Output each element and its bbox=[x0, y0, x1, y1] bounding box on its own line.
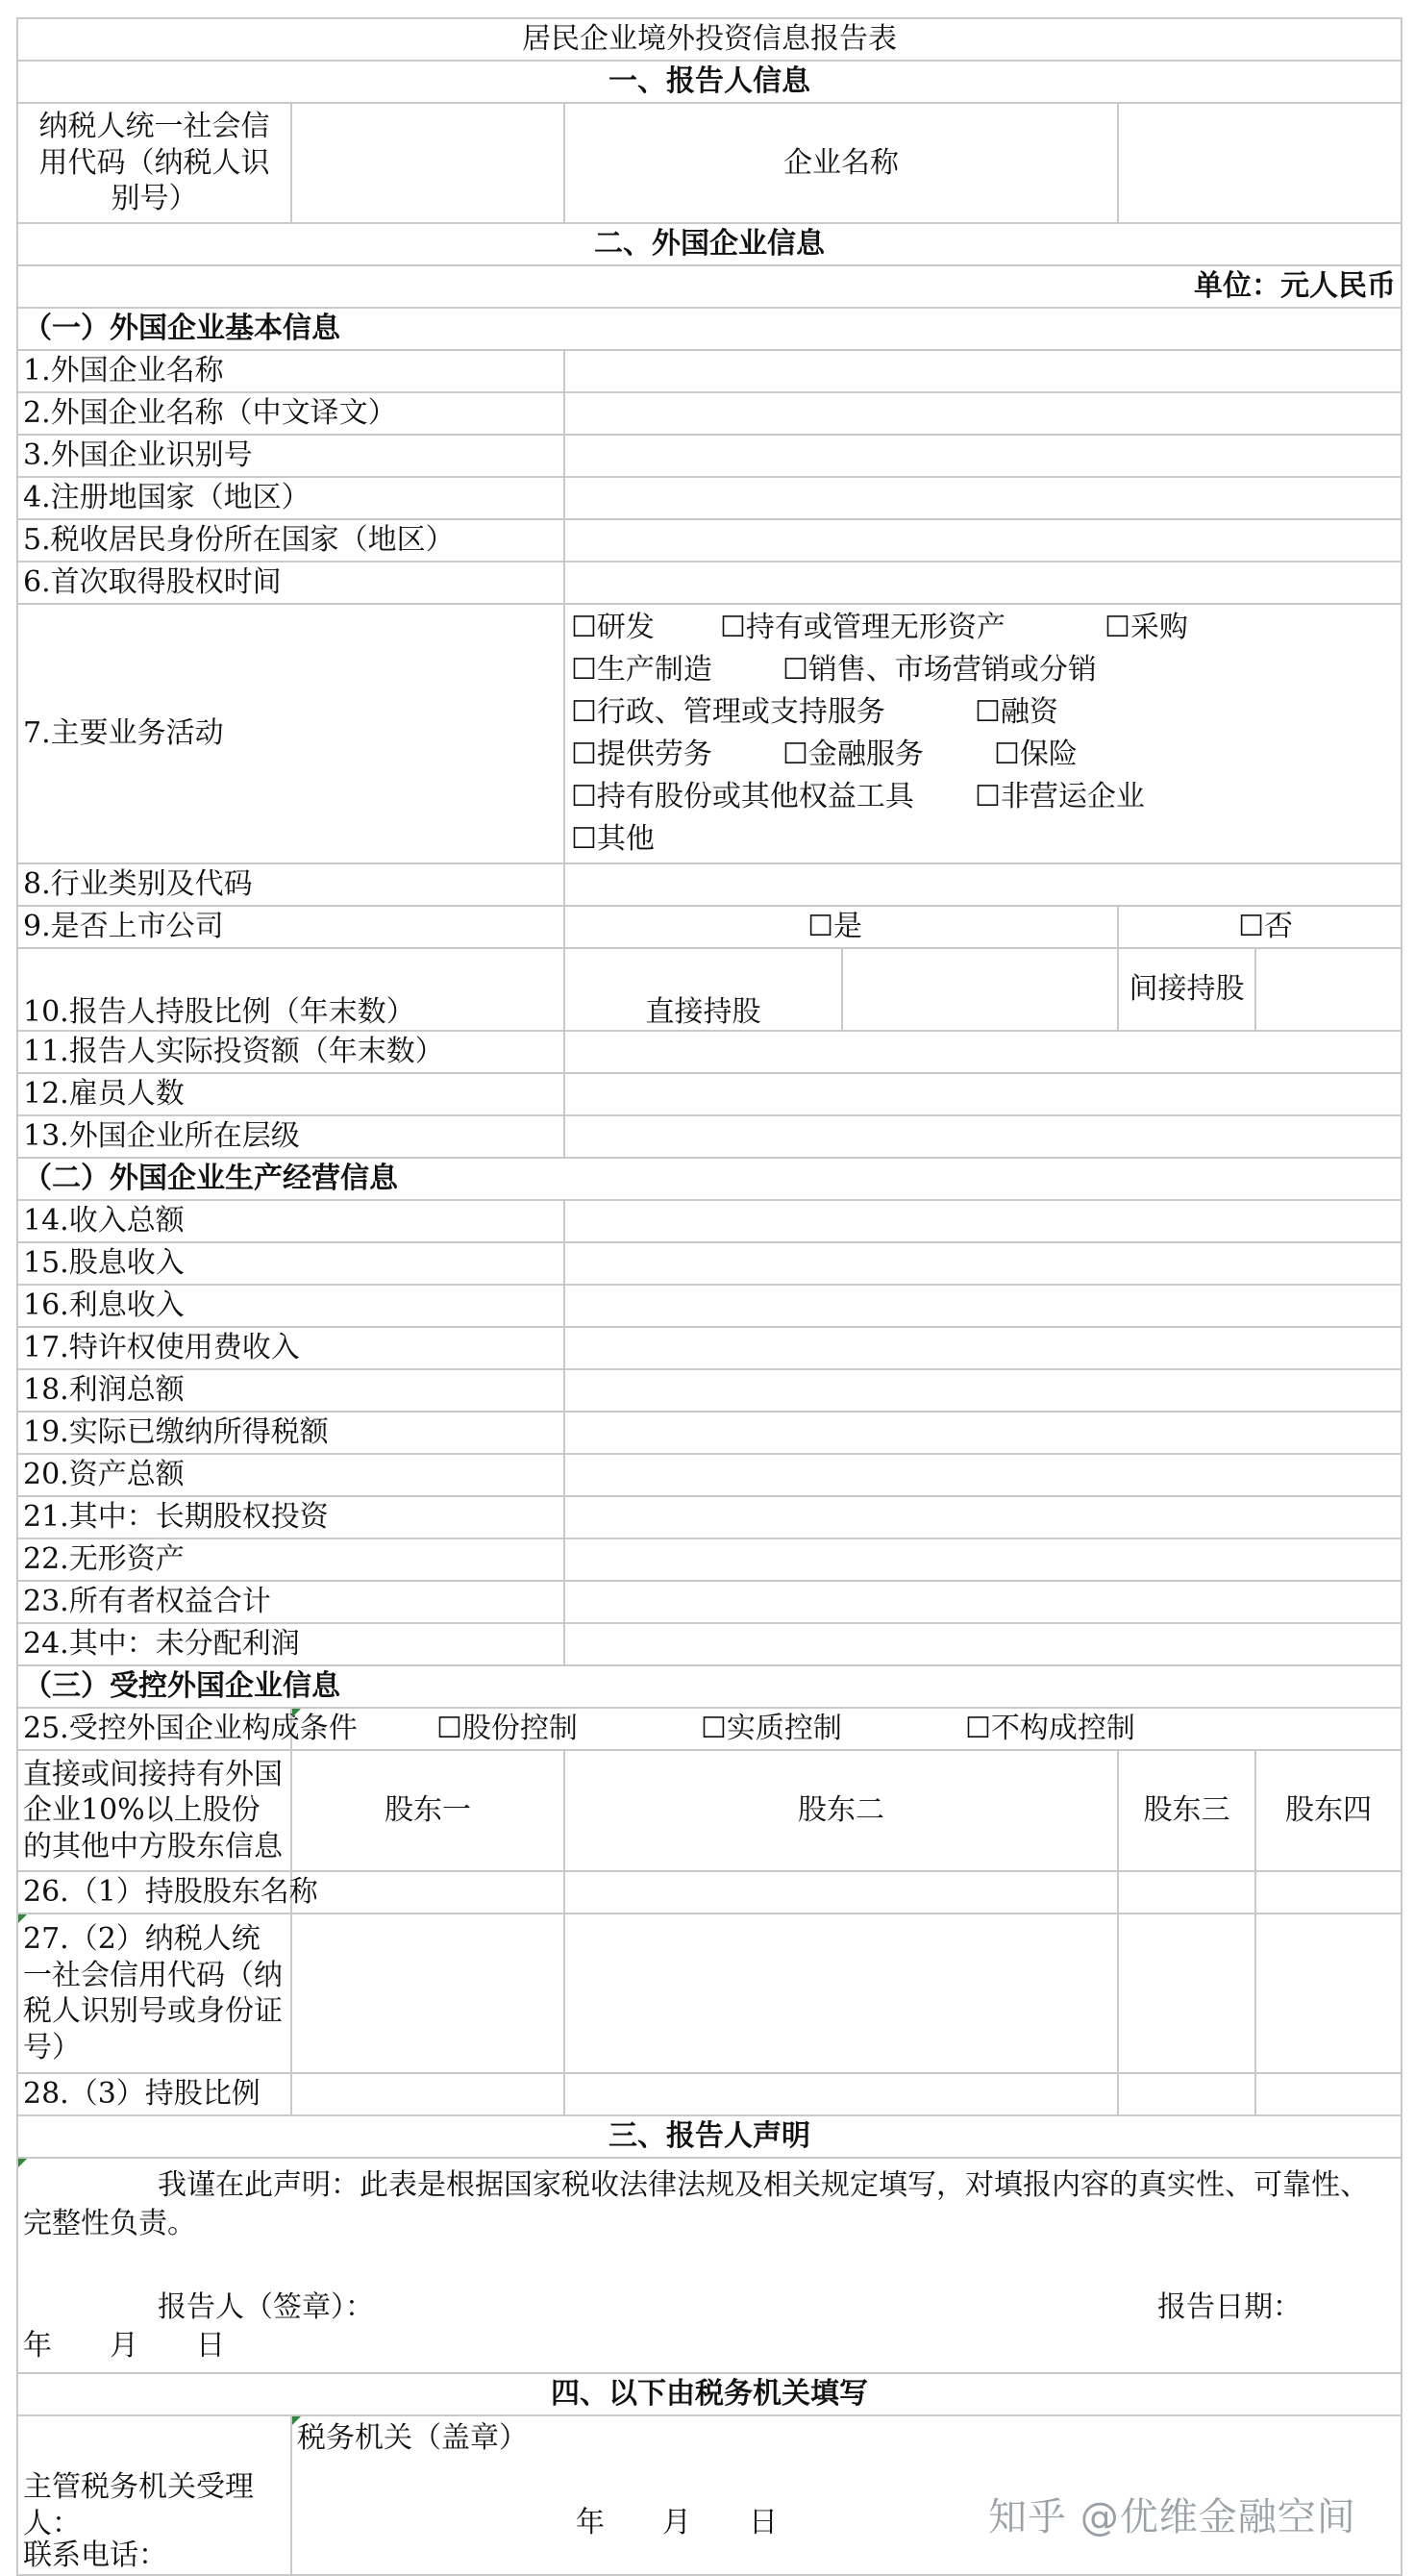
basic-row-label: 12.雇员人数 bbox=[17, 1073, 564, 1115]
ops-row-field[interactable] bbox=[564, 1454, 1402, 1496]
business-option-line bbox=[571, 776, 1395, 818]
row28-field-2[interactable] bbox=[564, 2073, 1118, 2115]
shareholder-1-header: 股东一 bbox=[291, 1750, 564, 1871]
ops-row-label: 21.其中：长期股权投资 bbox=[17, 1496, 564, 1538]
ops-row-field[interactable] bbox=[564, 1242, 1402, 1285]
ops-row-label: 24.其中：未分配利润 bbox=[17, 1623, 564, 1665]
ops-row-label: 19.实际已缴纳所得税额 bbox=[17, 1412, 564, 1454]
section-foreign-info: 二、外国企业信息 bbox=[17, 223, 1402, 265]
row27-field-3[interactable] bbox=[1118, 1913, 1255, 2073]
business-option-line bbox=[571, 818, 1395, 861]
business-option[interactable]: ☐其他 bbox=[571, 818, 655, 861]
checkbox-icon: ☐ bbox=[436, 1712, 462, 1746]
taxpayer-id-label: 纳税人统一社会信用代码（纳税人识别号） bbox=[17, 103, 291, 223]
ops-row-label: 17.特许权使用费收入 bbox=[17, 1327, 564, 1369]
section-tax-authority: 四、以下由税务机关填写 bbox=[17, 2373, 1402, 2415]
business-option[interactable]: ☐金融服务 bbox=[782, 734, 994, 776]
row28-field-1[interactable] bbox=[291, 2073, 564, 2115]
unit-label: 单位：元人民币 bbox=[17, 265, 1402, 308]
basic-row-field[interactable] bbox=[564, 392, 1402, 435]
watermark: 知乎 @优维金融空间 bbox=[988, 2495, 1356, 2539]
basic-row-label: 1.外国企业名称 bbox=[17, 350, 564, 392]
business-option[interactable]: ☐非营运企业 bbox=[975, 776, 1145, 818]
declaration-block bbox=[17, 2158, 1402, 2373]
basic-row-field[interactable] bbox=[564, 1115, 1402, 1158]
form-title: 居民企业境外投资信息报告表 bbox=[17, 18, 1402, 61]
row27-field-2[interactable] bbox=[564, 1913, 1118, 2073]
report-table bbox=[16, 17, 1403, 2576]
checkbox-icon: ☐ bbox=[782, 653, 808, 687]
business-option-line bbox=[571, 734, 1395, 776]
phone-label: 联系电话： bbox=[23, 2538, 167, 2572]
basic-row-field[interactable] bbox=[564, 350, 1402, 392]
basic-row-field[interactable] bbox=[564, 435, 1402, 477]
row28-field-3[interactable] bbox=[1118, 2073, 1255, 2115]
basic-row-field[interactable] bbox=[564, 562, 1402, 604]
row26-field-3[interactable] bbox=[1118, 1871, 1255, 1913]
basic-row-label: 3.外国企业识别号 bbox=[17, 435, 564, 477]
business-option[interactable]: ☐持有股份或其他权益工具 bbox=[571, 776, 975, 818]
shareholder-info-label: 直接或间接持有外国企业10%以上股份的其他中方股东信息 bbox=[17, 1750, 291, 1871]
checkbox-icon: ☐ bbox=[965, 1712, 991, 1746]
control-option-none[interactable]: ☐不构成控制 bbox=[965, 1712, 1135, 1746]
business-option[interactable]: ☐生产制造 bbox=[571, 649, 782, 691]
subsection-cfc: （三）受控外国企业信息 bbox=[17, 1665, 1402, 1708]
indirect-holding-field[interactable] bbox=[1255, 948, 1402, 1031]
row28-field-4[interactable] bbox=[1255, 2073, 1402, 2115]
row27-label: 27.（2）纳税人统一社会信用代码（纳税人识别号或身份证号） bbox=[17, 1913, 291, 2073]
row8-label: 8.行业类别及代码 bbox=[17, 863, 564, 906]
ops-row-field[interactable] bbox=[564, 1369, 1402, 1412]
subsection-operations: （二）外国企业生产经营信息 bbox=[17, 1158, 1402, 1200]
ops-row-field[interactable] bbox=[564, 1412, 1402, 1454]
ops-row-field[interactable] bbox=[564, 1538, 1402, 1581]
ops-row-field[interactable] bbox=[564, 1285, 1402, 1327]
ops-row-field[interactable] bbox=[564, 1581, 1402, 1623]
basic-row-field[interactable] bbox=[564, 1031, 1402, 1073]
row26-field-2[interactable] bbox=[564, 1871, 1118, 1913]
row8-field[interactable] bbox=[564, 863, 1402, 906]
row25-label: 25.受控外国企业构成条件 bbox=[17, 1708, 291, 1750]
checkbox-icon: ☐ bbox=[571, 653, 597, 687]
basic-row-label: 5.税收居民身份所在国家（地区） bbox=[17, 519, 564, 562]
reporter-sign-label: 报告人（签章）： bbox=[158, 2290, 374, 2324]
checkbox-icon: ☐ bbox=[571, 738, 597, 771]
ops-row-field[interactable] bbox=[564, 1327, 1402, 1369]
taxpayer-id-field[interactable] bbox=[291, 103, 564, 223]
business-option[interactable]: ☐提供劳务 bbox=[571, 734, 782, 776]
row27-field-4[interactable] bbox=[1255, 1913, 1402, 2073]
business-option[interactable]: ☐持有或管理无形资产 bbox=[720, 607, 1105, 649]
checkbox-icon: ☐ bbox=[720, 611, 746, 644]
listed-no-option[interactable]: ☐否 bbox=[1118, 906, 1402, 948]
row26-label: 26.（1）持股股东名称 bbox=[17, 1871, 291, 1913]
company-name-field[interactable] bbox=[1118, 103, 1402, 223]
section-reporter-info: 一、报告人信息 bbox=[17, 61, 1402, 103]
direct-holding-label: 直接持股 bbox=[564, 948, 842, 1031]
checkbox-icon: ☐ bbox=[1105, 611, 1130, 644]
business-option[interactable]: ☐融资 bbox=[975, 691, 1058, 734]
checkbox-icon: ☐ bbox=[782, 738, 808, 771]
row7-label: 7.主要业务活动 bbox=[17, 604, 564, 863]
control-options bbox=[291, 1708, 1402, 1750]
tax-officer-block bbox=[17, 2415, 291, 2575]
ops-row-label: 14.收入总额 bbox=[17, 1200, 564, 1242]
basic-row-label: 6.首次取得股权时间 bbox=[17, 562, 564, 604]
checkbox-icon: ☐ bbox=[571, 780, 597, 813]
ops-row-label: 20.资产总额 bbox=[17, 1454, 564, 1496]
business-option-line bbox=[571, 607, 1395, 649]
business-option[interactable]: ☐销售、市场营销或分销 bbox=[782, 649, 1097, 691]
ops-row-label: 22.无形资产 bbox=[17, 1538, 564, 1581]
checkbox-icon: ☐ bbox=[994, 738, 1020, 771]
checkbox-icon: ☐ bbox=[571, 611, 597, 644]
business-option-line bbox=[571, 649, 1395, 691]
basic-row-label: 4.注册地国家（地区） bbox=[17, 477, 564, 519]
listed-yes-option[interactable]: ☐是 bbox=[564, 906, 1118, 948]
row27-field-1[interactable] bbox=[291, 1913, 564, 2073]
report-date-label: 报告日期： bbox=[1157, 2290, 1302, 2324]
checkbox-icon: ☐ bbox=[807, 910, 833, 944]
checkbox-icon: ☐ bbox=[1238, 910, 1265, 944]
row26-field-4[interactable] bbox=[1255, 1871, 1402, 1913]
business-activity-options bbox=[564, 604, 1402, 863]
section-declaration: 三、报告人声明 bbox=[17, 2115, 1402, 2158]
row26-field-1[interactable] bbox=[291, 1871, 564, 1913]
checkbox-icon: ☐ bbox=[975, 695, 1001, 729]
tax-seal-label: 税务机关（盖章） bbox=[297, 2421, 528, 2455]
declaration-text: 我谨在此声明：此表是根据国家税收法律法规及相关规定填写，对填报内容的真实性、可靠性、完整性负责。 bbox=[23, 2168, 1369, 2240]
business-option[interactable]: ☐行政、管理或支持服务 bbox=[571, 691, 975, 734]
business-option[interactable]: ☐采购 bbox=[1105, 607, 1188, 649]
shareholder-4-header: 股东四 bbox=[1255, 1750, 1402, 1871]
business-option[interactable]: ☐研发 bbox=[571, 607, 720, 649]
declaration-date: 年 月 日 bbox=[23, 2329, 225, 2363]
basic-row-label: 2.外国企业名称（中文译文） bbox=[17, 392, 564, 435]
company-name-label: 企业名称 bbox=[564, 103, 1118, 223]
basic-row-label: 11.报告人实际投资额（年末数） bbox=[17, 1031, 564, 1073]
row28-label: 28.（3）持股比例 bbox=[17, 2073, 291, 2115]
ops-row-field[interactable] bbox=[564, 1623, 1402, 1665]
business-option-line bbox=[571, 691, 1395, 734]
checkbox-icon: ☐ bbox=[571, 695, 597, 729]
basic-row-label: 13.外国企业所在层级 bbox=[17, 1115, 564, 1158]
ops-row-field[interactable] bbox=[564, 1496, 1402, 1538]
indirect-holding-label: 间接持股 bbox=[1118, 948, 1255, 1031]
basic-row-field[interactable] bbox=[564, 519, 1402, 562]
tax-seal-date: 年 月 日 bbox=[576, 2506, 778, 2539]
basic-row-field[interactable] bbox=[564, 1073, 1402, 1115]
ops-row-label: 15.股息收入 bbox=[17, 1242, 564, 1285]
checkbox-icon: ☐ bbox=[701, 1712, 727, 1746]
report-form bbox=[16, 17, 1401, 2576]
ops-row-label: 16.利息收入 bbox=[17, 1285, 564, 1327]
row10-label: 10.报告人持股比例（年末数） bbox=[17, 948, 564, 1031]
control-option-share[interactable]: ☐股份控制 bbox=[436, 1712, 578, 1746]
tax-officer-label: 主管税务机关受理人： bbox=[23, 2470, 254, 2540]
shareholder-2-header: 股东二 bbox=[564, 1750, 1118, 1871]
ops-row-label: 23.所有者权益合计 bbox=[17, 1581, 564, 1623]
checkbox-icon: ☐ bbox=[975, 780, 1001, 813]
checkbox-icon: ☐ bbox=[571, 822, 597, 856]
shareholder-3-header: 股东三 bbox=[1118, 1750, 1255, 1871]
subsection-basic: （一）外国企业基本信息 bbox=[17, 308, 1402, 350]
basic-row-field[interactable] bbox=[564, 477, 1402, 519]
ops-row-field[interactable] bbox=[564, 1200, 1402, 1242]
row9-label: 9.是否上市公司 bbox=[17, 906, 564, 948]
control-option-substantive[interactable]: ☐实质控制 bbox=[701, 1712, 842, 1746]
business-option[interactable]: ☐保险 bbox=[994, 734, 1078, 776]
direct-holding-field[interactable] bbox=[842, 948, 1118, 1031]
ops-row-label: 18.利润总额 bbox=[17, 1369, 564, 1412]
